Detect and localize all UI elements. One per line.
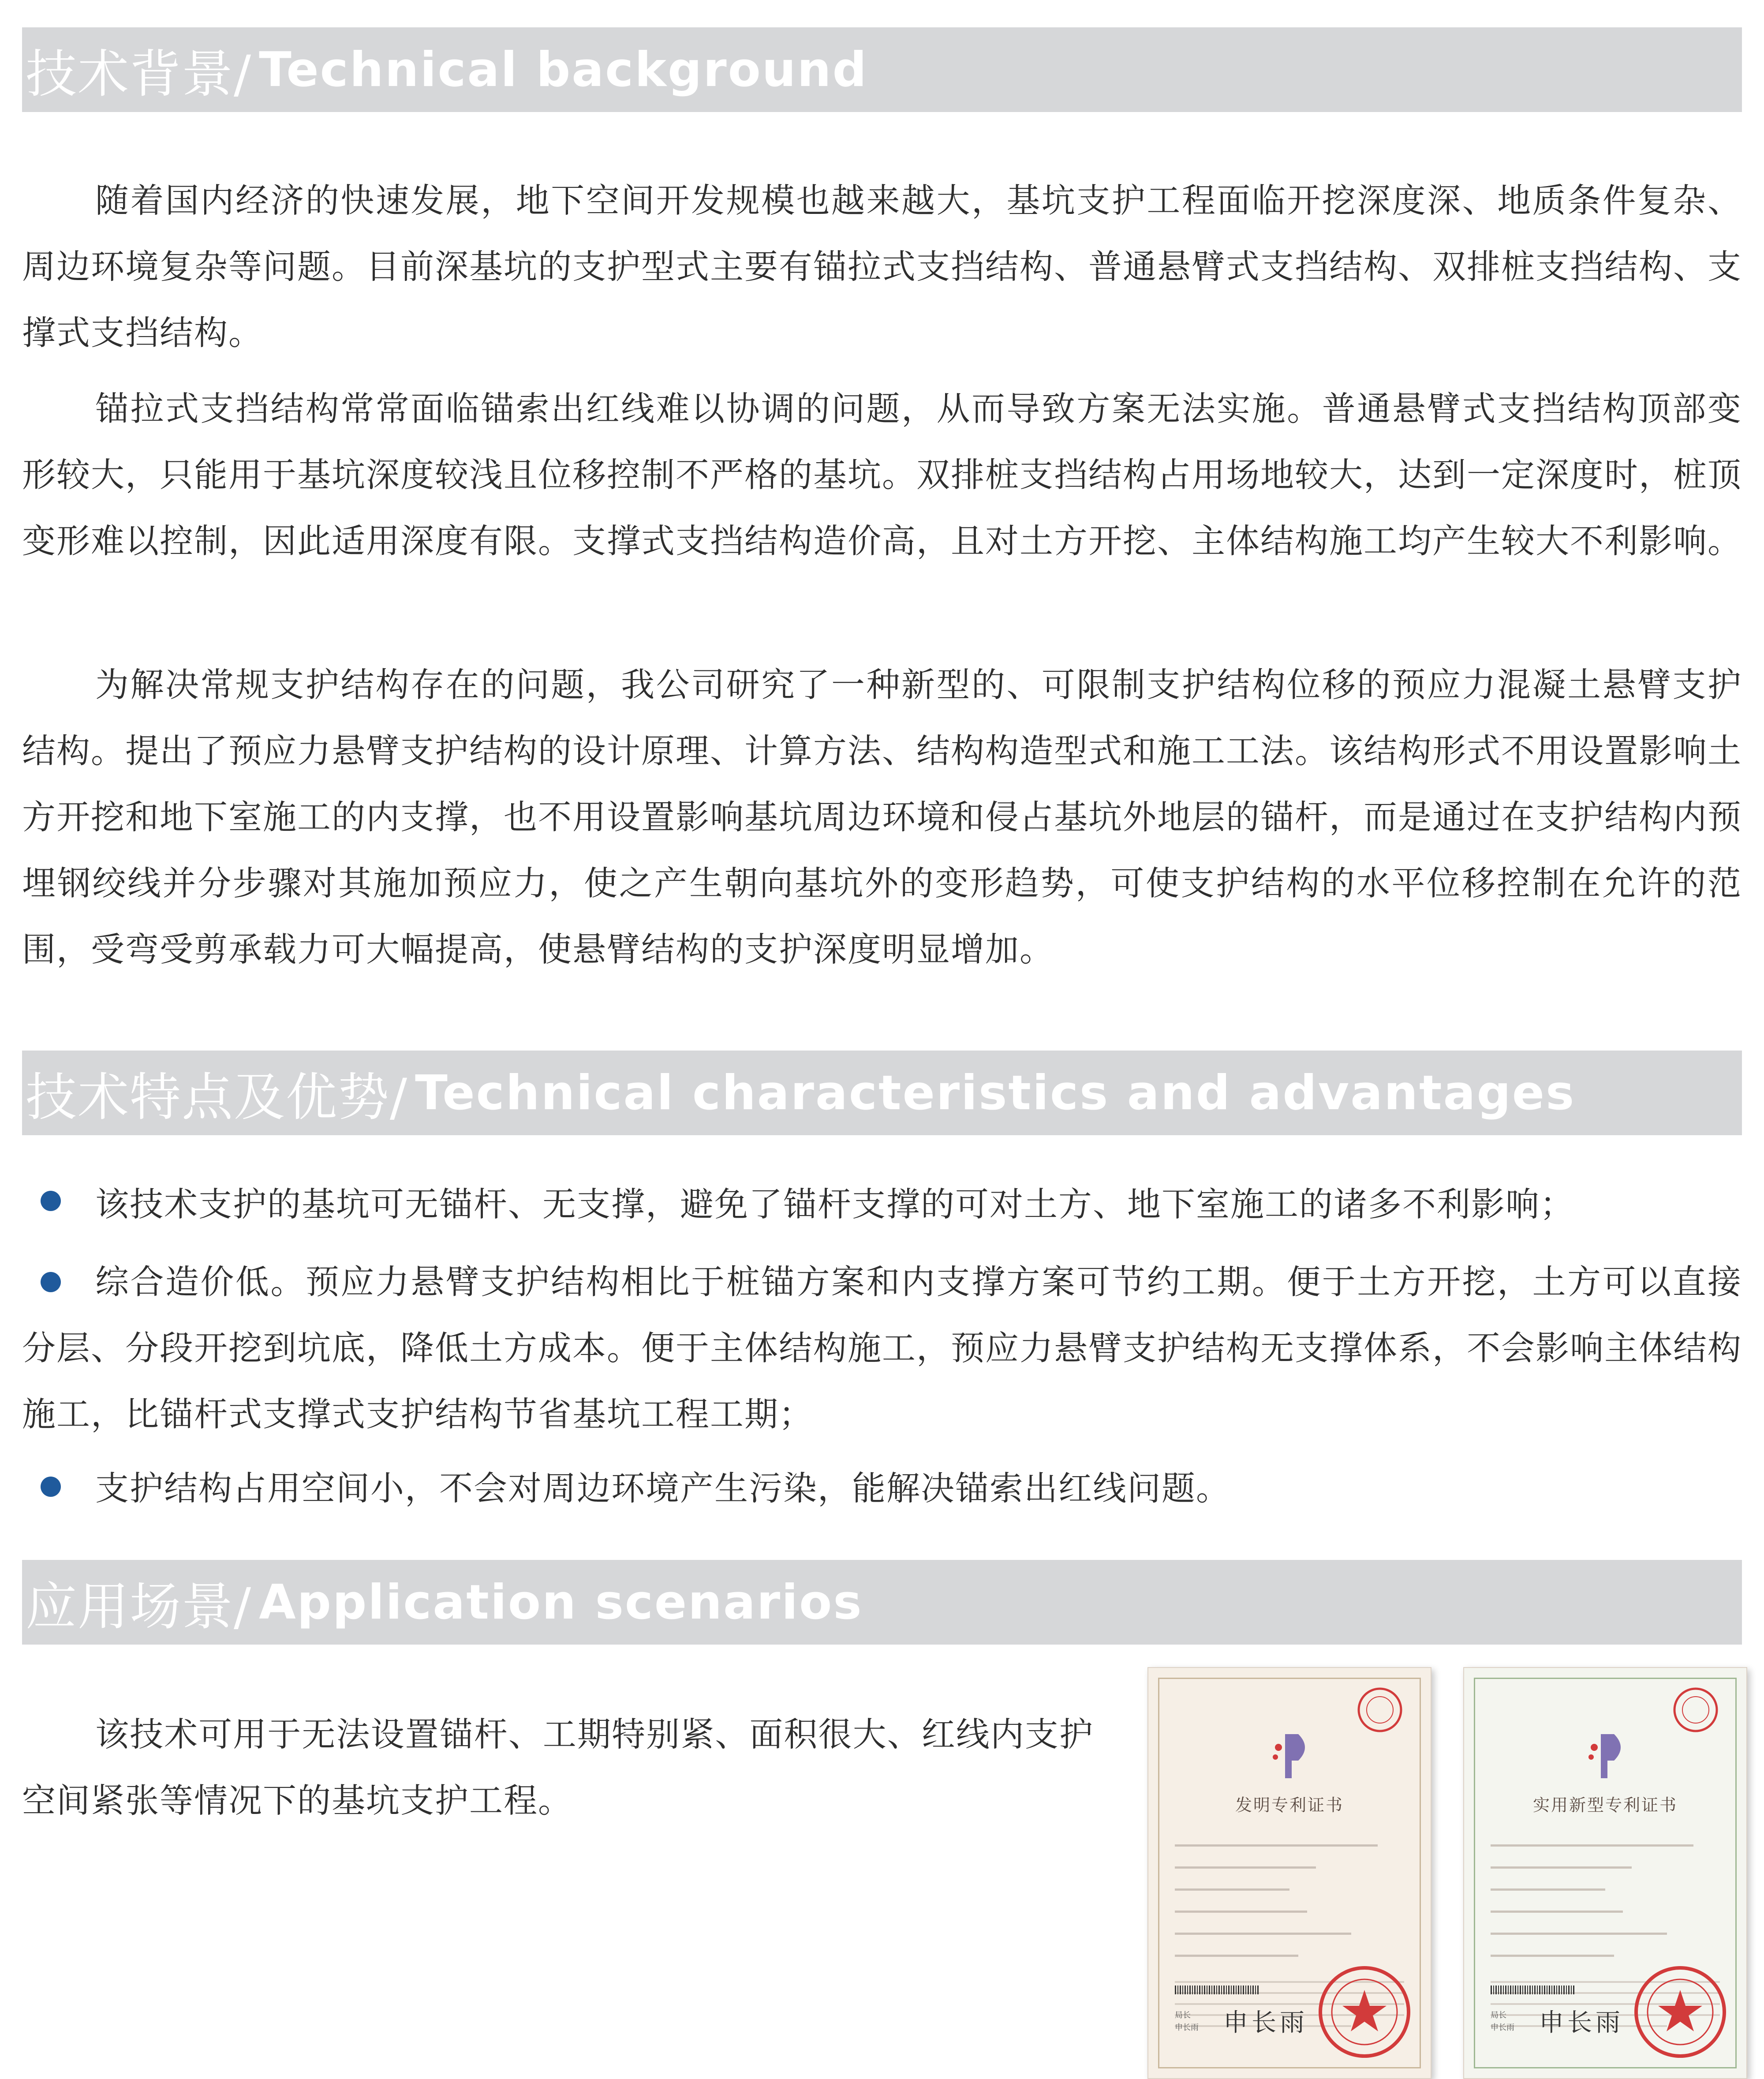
barcode-icon	[1175, 1986, 1259, 1994]
patent-office-logo-icon	[1267, 1730, 1316, 1783]
section-header-application	[22, 1560, 1742, 1645]
section-title-en: Application scenarios	[259, 1574, 863, 1630]
advantage-item-2: 综合造价低。预应力悬臂支护结构相比于桩锚方案和内支撑方案可节约工期。便于土方开挖，土方可以直接分层、分段开挖到坑底，降低土方成本。便于主体结构施工，预应力悬臂支护结构无支撑体系，不会影响主体结构施工，比锚杆式支撑式支护结构节省基坑工程工期；	[22, 1262, 1742, 1434]
certificate-text-line	[1491, 1955, 1614, 1957]
section-title-en: Technical characteristics and advantages	[415, 1065, 1576, 1121]
red-seal-small-icon	[1671, 1686, 1720, 1734]
certificate-text-line	[1175, 1933, 1351, 1935]
certificate-text-line	[1175, 1888, 1289, 1891]
certificate-text-line	[1491, 1911, 1623, 1913]
advantage-item-1: 该技术支护的基坑可无锚杆、无支撑，避免了锚杆支撑的可对土方、地下室施工的诸多不利影响；	[95, 1185, 1574, 1224]
invention-patent-certificate	[1147, 1667, 1431, 2079]
advantage-item-3: 支护结构占用空间小，不会对周边环境产生污染，能解决锚索出红线问题。	[95, 1469, 1230, 1508]
certificate-text-line	[1175, 1866, 1316, 1869]
background-paragraph-1: 随着国内经济的快速发展，地下空间开发规模也越来越大，基坑支护工程面临开挖深度深、地质条件复杂、周边环境复杂等问题。目前深基坑的支护型式主要有锚拉式支挡结构、普通悬臂式支挡结构、双排桩支挡结构、支撑式支挡结构。	[22, 181, 1742, 352]
certificate-text-line	[1175, 1911, 1307, 1913]
section-title-zh: 应用场景/	[26, 1577, 252, 1637]
section-title-zh: 技术特点及优势/	[26, 1067, 408, 1127]
red-seal-stamp-icon	[1316, 1963, 1413, 2060]
certificate-title: 发明专利证书	[1235, 1795, 1344, 1815]
section-header-background	[22, 27, 1742, 112]
certificate-title: 实用新型专利证书	[1532, 1795, 1678, 1815]
certificate-text-line	[1491, 1888, 1605, 1891]
certificate-text-line	[1175, 1955, 1298, 1957]
certificate-signature: 申长雨	[1223, 2008, 1308, 2037]
barcode-icon	[1491, 1986, 1574, 1994]
background-paragraph-2: 锚拉式支挡结构常常面临锚索出红线难以协调的问题，从而导致方案无法实施。普通悬臂式支挡结构顶部变形较大，只能用于基坑深度较浅且位移控制不严格的基坑。双排桩支挡结构占用场地较大，达到一定深度时，桩顶变形难以控制，因此适用深度有限。支撑式支挡结构造价高，且对土方开挖、主体结构施工均产生较大不利影响。	[22, 389, 1742, 561]
background-paragraph-3: 为解决常规支护结构存在的问题，我公司研究了一种新型的、可限制支护结构位移的预应力混凝土悬臂支护结构。提出了预应力悬臂支护结构的设计原理、计算方法、结构构造型式和施工工法。该结构形式不用设置影响土方开挖和地下室施工的内支撑，也不用设置影响基坑周边环境和侵占基坑外地层的锚杆，而是通过在支护结构内预埋钢绞线并分步骤对其施加预应力，使之产生朝向基坑外的变形趋势，可使支护结构的水平位移控制在允许的范围，受弯受剪承载力可大幅提高，使悬臂结构的支护深度明显增加。	[22, 665, 1742, 969]
section-title-en: Technical background	[259, 42, 868, 97]
patent-office-logo-icon	[1583, 1730, 1632, 1783]
certificate-text-line	[1491, 1933, 1667, 1935]
utility-model-patent-certificate	[1463, 1667, 1747, 2079]
section-header-advantages	[22, 1051, 1742, 1135]
certificate-signature-label: 局长 申长雨	[1175, 2011, 1199, 2032]
section-title-zh: 技术背景/	[26, 44, 252, 104]
certificate-signature-label: 局长 申长雨	[1491, 2011, 1514, 2032]
application-paragraph: 该技术可用于无法设置锚杆、工期特别紧、面积很大、红线内支护空间紧张等情况下的基坑支护工程。	[22, 1715, 1094, 1820]
red-seal-small-icon	[1356, 1686, 1404, 1734]
red-seal-stamp-icon	[1632, 1963, 1729, 2060]
certificate-text-line	[1175, 1844, 1378, 1847]
certificate-text-line	[1491, 1844, 1693, 1847]
certificate-text-line	[1491, 1866, 1632, 1869]
certificate-signature: 申长雨	[1539, 2008, 1624, 2037]
